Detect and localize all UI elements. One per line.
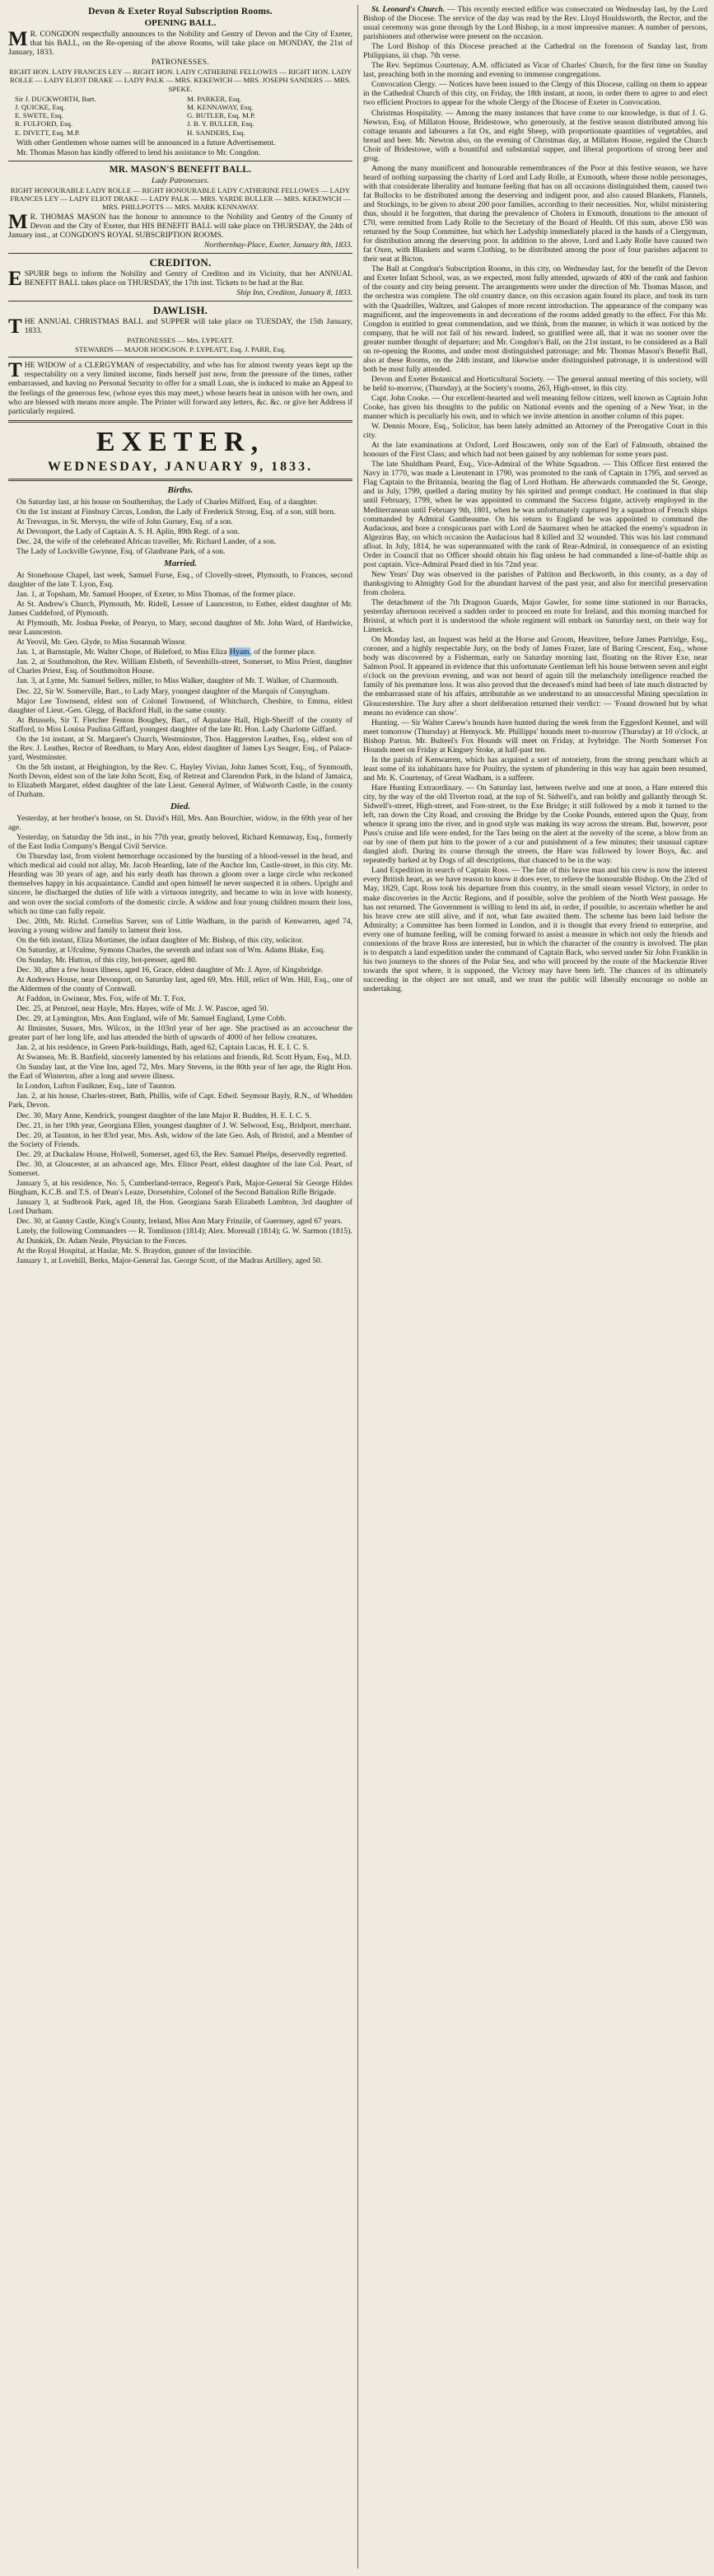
steward-name: E. DIVETT, Esq. M.P. [15, 128, 81, 137]
steward-name: Sir J. DUCKWORTH, Bart. [15, 94, 96, 103]
list-item: On Saturday last, at his house on Southernhay, the Lady of Charles Milford, Esq. of a daughter. [16, 497, 318, 507]
advert-place: CREDITON. [149, 255, 212, 269]
stewards-list [15, 95, 346, 137]
list-item-highlighted: Jan. 1, at Barnstaple, Mr. Walter Chope, of Bideford, to Miss Eliza Hyam, of the former place. [16, 648, 316, 657]
list-item: January 3, at Sudbrook Park, aged 18, the Hon. Georgiana Sarah Elizabeth Lambton, 3rd daughter of Lord Durham. [8, 1197, 352, 1216]
patronesses-list: RIGHT HON. LADY FRANCES LEY — RIGHT HON. LADY CATHERINE FELLOWES — RIGHT HON. LADY ROLLE — LADY ELIOT DRAKE — LADY PALK — MRS. KEKEWICH — MRS. JOSEPH SANDERS — MRS. SPEKE. [8, 68, 352, 93]
advert-body: M R. CONGDON respectfully announces to the Nobility and Gentry of Devon and the City of Exeter, that his BALL, on the Re-opening of the above Rooms, will take place on MONDAY, the 21st of January, 1833. [8, 28, 352, 58]
drop-cap: M [8, 28, 28, 50]
list-item: In London, Lufton Faulkner, Esq., late of Taunton. [16, 1082, 176, 1092]
steward-name: J. B. Y. BULLER, Esq. [187, 119, 254, 129]
advert-title: MR. MASON'S BENEFIT BALL. [109, 164, 252, 175]
list-item: Dec. 20th, Mr. Richd. Cornelius Sarver, son of Little Wadham, in the parish of Kenwarren, aged 74, leaving a young widow and family to lament their loss. [8, 916, 352, 935]
news-item: The Ball at Congdon's Subscription Rooms, in this city, on Wednesday last, for the benefit of the Devon and Exeter Infant School, was, as we expected, most fully attended, upwards of 400 of the rank and fashion of the county and city being present. The arrangements were under the direction of Mr. Thomas Mason, and the orchestra was complete. The old country dance, on this occasion again found its place, and took its turn with the Quadrilles, Waltzes, and Galopes of more recent introduction. The appearance of the company was magnificent, and the improvements in and decorations of the rooms added greatly to the effect. For this Mr. Congdon is entitled to great commendation, and we think, from the manner, in which it was noticed by the company, that he will not fail of his reward. Indeed, so gratified were all, that it was no sooner over the greater number thought of departure; and Mr. Congdon's Ball, on the 21st instant, to be considered as a Ball on re-opening the Rooms, and under most distinguished patronage; and Mr. Thomas Mason's Benefit Ball, also at these Rooms, on the 24th instant, and likewise under distinguished patronage, it is understood will both be most fully attended. [363, 264, 707, 374]
list-item: Dec. 22, Sir W. Somerville, Bart., to Lady Mary, youngest daughter of the Marquis of Conyngham. [16, 686, 330, 696]
divider [8, 253, 352, 254]
list-item: On Sunday, Mr. Hutton, of this city, hot-presser, aged 80. [16, 955, 198, 965]
news-item: St. Leonard's Church. — This recently erected edifice was consecrated on Wednesday last, by the Lord Bishop of the Diocese. The service of the day was read by the Rev. Lloyd Houldsworth, the Rector, and the usual ceremony was gone through by the Lord Bishop, in a most impressive manner. A number of persons, parishioners and otherwise were present on the occasion. [363, 5, 707, 42]
advert-place: DAWLISH. [152, 303, 208, 316]
list-item: Yesterday, at her brother's house, on St. David's Hill, Mrs. Ann Bourchier, widow, in the 69th year of her age. [8, 814, 352, 833]
married-list [8, 571, 352, 799]
advert-title: Devon & Exeter Royal Subscription Rooms. [88, 7, 273, 16]
list-item: Lately, the following Commanders — R. Tomlinson (1814); Alex. Moresall (1814); G. W. Sarmon (1815). [16, 1227, 352, 1237]
news-item: At the late examinations at Oxford, Lord Boscawen, only son of the Earl of Falmouth, obtained the honours of the First Class; and which had not been gained by any nobleman for some years past. [363, 441, 707, 460]
list-item: January 5, at his residence, No. 5, Cumberland-terrace, Regent's Park, Major-General Sir George Hildes Bingham, K.C.B. and T.S. of Dean's Leaze, Dorsetshire, Colonel of the Second Battalion Rifle Brigade. [8, 1178, 352, 1197]
list-item: At Plymouth, Mr. Joshua Peeke, of Penryn, to Mary, second daughter of Mr. John Ward, of Hardwicke, near Launceston. [8, 619, 352, 638]
list-item: At Trevorgus, in St. Mervyn, the wife of John Gurney, Esq. of a son. [16, 517, 233, 526]
steward-name: R. FULFORD, Esq. [15, 119, 73, 129]
advert-body: THE WIDOW of a CLERGYMAN of respectability, and who has for almost twenty years kept up the respectability on a very limited income, finds herself just now, from the pressure of the times, rather embarrassed, and having no Personal Security to offer for a small Loan, she is induced to make an Appeal to the feelings of the generous few, (whose eyes this may meet,) whose hearts beat in unison with her own, and who are blessed with means more ample. The Printer will forward any letters, &c. &c. or give her Address if particularly required. [8, 359, 352, 416]
list-item: At Brussels, Sir T. Fletcher Fenton Boughey, Bart., of Aqualate Hall, High-Sheriff of the county of Stafford, to Miss Louisa Paulina Giffard, youngest daughter of the late Rt. Hon. Lady Charlotte Giffard. [8, 715, 352, 734]
drop-cap: T [8, 359, 22, 382]
list-item: Yesterday, on Saturday the 5th inst., in his 77th year, greatly beloved, Richard Kennaway, Esq., formerly of the East India Company's Bengal Civil Service. [8, 833, 352, 852]
steward-name: M. KENNAWAY, Esq. [187, 103, 254, 111]
list-item: On Saturday, at Ufculme, Symons Charles, the seventh and infant son of Wm. Adams Blake, Esq. [16, 945, 325, 955]
list-item: At Yeovil, Mr. Geo. Glyde, to Miss Susannah Winsor. [16, 638, 187, 648]
news-item: Convocation Clergy. — Notices have been issued to the Clergy of this Diocese, calling on them to appear in the Cathedral Church of this city, on Friday, the 18th instant, at noon, in order there to agree to and elect two efficient Proctors to appear for the whole Clergy of the Diocese of Exeter in Convocation. [363, 80, 707, 108]
list-item: Dec. 30, at Ganny Castle, King's County, Ireland, Miss Ann Mary Frinzile, of Guernsey, aged 67 years. [16, 1217, 343, 1227]
news-item: Hare Hunting Extraordinary. — On Saturday last, between twelve and one at noon, a Hare entered this city, by the way of the old Tiverton road, at the top of St. Sidwell's, and ran boldly and gallantly through St. Sidwell's-street, High-street, and Fore-street, to the Exe Bridge; it still followed by a mob it turned to the left, ran down the City Road, and crossing the Bridge by the Cooke Pounds, entered upon the Quay, from whence it sprang into the river, and in good style was making its way across the stream. But, however, poor Puss's cruise and life were ended, for the Tars being on the alert at the novelty of the scene, a blow from an oar by one of them put him to the power of a cur and punishment of a few minutes; their unusual capture dangled aloft. During its course through the streets, the Hare was followed by lower Boys, &c. and repeatedly barked at by Dogs of all descriptions, that chanced to be in the way. [363, 783, 707, 866]
list-item: On Thursday last, from violent hemorrhage occasioned by the bursting of a blood-vessel in the head, and which medical aid could not allay, Mr. Jacob Hearding, late of the Anchor Inn, Castle-street, in this city. Mr. Hearding was 30 years of age, and his early death has thrown a gloom over a large circle who reckoned themselves happy in his acquaintance. Candid and open himself he never suspected it in others. Upright and sincere, he discharged the duties of life with a virtuous integrity, and became to win in love with honesty, and won over the social comforts of the domestic circle. A widow and four young children mourn their loss, which no time can fully repair. [8, 852, 352, 916]
advert-subtitle: OPENING BALL. [144, 18, 217, 28]
news-item: The Rev. Septimus Courtenay, A.M. officiated as Vicar of Charles' Church, for the first time on Sunday last, preaching both in the morning and evening to immense congregations. [363, 61, 707, 80]
column-divider [357, 5, 358, 2569]
advert-body: ESPURR begs to inform the Nobility and Gentry of Crediton and its Vicinity, that her ANNUAL BENEFIT BALL takes place on THURSDAY, the 17th inst. Tickets to be had at the Bar. [8, 267, 352, 290]
stewards-list: STEWARDS — MAJOR HODGSON. P. LYPEATT, Esq. J. PARR, Esq. [75, 345, 286, 354]
news-item: The detachment of the 7th Dragoon Guards, Major Gawler, for some time stationed in our Barracks, yesterday afternoon received a sudden order to proceed en route for Ireland, and this morning marched for Bristol, at which port it is understood the whole regiment will embark on Saturday next, on their way for Limerick. [363, 598, 707, 635]
list-item: Jan. 2, at his house, Charles-street, Bath, Phillis, wife of Capt. Edwd. Seymour Bayly, R.N., of Whedden Park, Devon. [8, 1092, 352, 1110]
steward-name: J. QUICKE, Esq. [15, 103, 65, 111]
advert-dawlish [8, 305, 352, 354]
news-item: New Years' Day was observed in the parishes of Paltiton and Beckworth, in this county, as a day of thanksgiving to Almighty God for the abundant harvest of the past year, and also for merciful preservation from cholera. [363, 569, 707, 597]
advert-note: With other Gentlemen whose names will be announced in a future Advertisement. [16, 138, 276, 147]
births-list [8, 498, 352, 556]
advert-note: Mr. Thomas Mason has kindly offered to lend his assistance to Mr. Congdon. [16, 147, 261, 157]
news-item: Christmas Hospitality. — Among the many instances that have come to our knowledge, is that of J. G. Newton, Esq. of Millaton House, Bridestowe, who generously, at the festive season distributed among his cottage tenants and labourers a fat Ox, and eight Sheep, with proportionate quantities of vegetables, and bread and beer. Mr. Newton also, on the evening of Christmas day, at Millaton House, regaled the Church Choir of Bridestowe, with a bountiful and substantial supper, and liberal proportions of strong beer and grog. [363, 108, 707, 163]
steward-name: H. SANDERS, Esq. [187, 128, 245, 137]
news-item: Hunting. — Sir Walter Carew's hounds have hunted during the week from the Eggesford Kennel, and will meet tomorrow (Thursday) at Hemyock. Mr. Phillipps' hounds meet to-morrow (Thursday) at 10 o'clock, at Bishop Parton. Mr. Bulteel's Fox Hounds will meet on Friday, at Ivybridge. The North Somerset Fox Hounds meet on Friday at Kingsey Stoke, at half-past ten. [363, 718, 707, 755]
search-highlight: Hyam [230, 648, 250, 657]
news-item: Among the many munificent and honourable remembrances of the Poor at this festive season, we have heard of nothing surpassing the charity of Lord and Lady Rolle, at Exmouth, where those noble personages, with that considerate liberality and humane feeling that has on all occasions distinguished them, caused two fat Bullocks to be distributed among the deserving and indigent poor, and also caused Blankets, Flannels, and Stockings, to be given to about 200 poor families, according to their necessities. Nor, whilst ministering thus, should it be forgotten, that during the prevalence of Cholera in Exmouth, donations to the amount of £70, were remitted from Lady Rolle to the Secretary of the Board of Health. Of this sum, above £50 was returned by the Soup Committee, but which her Ladyship immediately placed in the hands of a Clergyman, for distribution among the deserving poor. In addition to the above, Lord and Lady Rolle have caused two fat Oxen, with Blankets and warm Clothing, to be distributed among the poor of four parishes adjacent to their seat at Bicton. [363, 163, 707, 264]
list-item: Jan. 3, at Lyme, Mr. Samuel Sellers, miller, to Miss Walker, daughter of Mr. T. Walker, of Charmouth. [16, 676, 338, 686]
news-item: Capt. John Cooke. — Our excellent-hearted and well meaning fellow citizen, well known as Captain John Cooke, has given his thoughts to the public on National events and the opening of a New Year, in the manner which is peculiarly his own, and to which we invite attention in another column of this paper. [363, 393, 707, 422]
news-item: The Lord Bishop of this Diocese preached at the Cathedral on the forenoon of Sunday last, from Philippians, iii chap. 7th verse. [363, 42, 707, 61]
list-item: At St. Andrew's Church, Plymouth, Mr. Ridell, Lessee of Launceston, to Esther, eldest daughter of Mr. James Cuddeford, of Plymouth. [8, 600, 352, 619]
list-item: January 1, at Lovehill, Berks, Major-General Jas. George Scott, of the Madras Artillery, aged 50. [16, 1256, 323, 1266]
died-heading: Died. [170, 802, 191, 812]
list-item: Dec. 29, at Duckalaw House, Holwell, Somerset, aged 63, the Rev. Samuel Phelps, deservedly regretted. [16, 1149, 348, 1159]
list-item: Dec. 20, at Taunton, in her 83rd year, Mrs. Ash, widow of the late Geo. Ash, of Bristol, and a Member of the Society of Friends. [8, 1130, 352, 1149]
list-item: At Dunkirk, Dr. Adam Neale, Physician to the Forces. [16, 1237, 188, 1246]
list-item: On Sunday last, at the Vine Inn, aged 72, Mrs. Mary Stevens, in the 80th year of her age, the Right Hon. the Earl of Winterton, after a long and severe illness. [8, 1063, 352, 1082]
list-item: At Ilminster, Sussex, Mrs. Wilcox, in the 103rd year of her age. She practised as an accoucheur the greater part of her long life, and has attended the birth of upwards of 4000 of her fellow creatures. [8, 1024, 352, 1043]
steward-name: M. PARKER, Esq. [187, 94, 241, 103]
news-item: The late Shuldham Peard, Esq., Vice-Admiral of the White Squadron. — This Officer first entered the Navy in 1770, was made a Lieutenant in 1790, was promoted to the rank of Captain in 1795, and served as Flag Captain to the Britannia, bearing the flag of Lord Hotham. He afterwards commanded the St. George, and in July, 1799, quelled a daring mutiny by his spirited and prompt conduct. He continued in that ship until February, 1799, when he was appointed to command the Success frigate, actively employed in the Mediterranean until February 9th, 1801, when he was unfortunately captured by a squadron of French ships commanded by Admiral Gantheaume. On his return to England he was appointed to command the Audacious, and bore a conspicuous part with Lord de Saumarez when he attacked the enemy's squadron in Algeziras Bay, on which occasion the Audacious had 8 killed and 32 wounded. This was his last command afloat. In July, 1814, he was superannuated with the rank of Rear-Admiral, in consequence of an existing Order in Council that no Officer should obtain his flag unless he had commanded a line-of-battle ship as post captain. Vice-Admiral Peard died in his 72nd year. [363, 460, 707, 569]
list-item: At Swansea, Mr. B. Banfield, sincerely lamented by his relations and friends, Rd. Scott Hyam, Esq., M.D. [16, 1053, 352, 1063]
births-heading: Births. [167, 484, 194, 495]
divider [8, 420, 352, 423]
left-column [8, 5, 352, 2569]
list-item: At Faddon, in Gwinear, Mrs. Fox, wife of Mr. T. Fox. [16, 993, 186, 1003]
divider [8, 479, 352, 481]
right-column [363, 5, 707, 2569]
list-item: Dec. 29, at Lymington, Mrs. Ann England, wife of Mr. Samuel England, Lyme Cobb. [16, 1014, 287, 1024]
list-item: Dec. 30, at Gloucester, at an advanced age, Mrs. Elinor Peart, eldest daughter of the late Col. Peart, of Somerset. [8, 1159, 352, 1178]
list-item: At Andrews House, near Devonport, on Saturday last, aged 69, Mrs. Hill, relict of Wm. Hill, Esq., one of the Aldermen of the county of Cornwall. [8, 975, 352, 993]
patronesses-list: PATRONESSES — Mrs. LYPEATT. [127, 335, 234, 344]
advert-body: M R. THOMAS MASON has the honour to announce to the Nobility and Gentry of the County of Devon and the City of Exeter, that HIS BENEFIT BALL will take place on THURSDAY, the 24th of January inst., at CONGDON'S ROYAL SUBSCRIPTION ROOMS. [8, 210, 352, 240]
advert-body: THE ANNUAL CHRISTMAS BALL and SUPPER will take place on TUESDAY, the 15th January, 1833. [8, 315, 352, 338]
advert-mason-benefit-ball [8, 165, 352, 250]
steward-name: G. BUTLER, Esq. M.P. [187, 111, 256, 120]
steward-name: E. SWETE, Esq. [15, 111, 63, 120]
list-item: Dec. 21, in her 19th year, Georgiana Ellen, youngest daughter of J. W. Selwood, Esq., Bridport, merchant. [16, 1120, 352, 1130]
list-item: Dec. 24, the wife of the celebrated African traveller, Mr. Richard Lander, of a son. [16, 536, 277, 546]
drop-cap: E [8, 267, 22, 290]
advert-signature: Northernhay-Place, Exeter, January 8th, 1833. [203, 240, 352, 250]
married-heading: Married. [163, 558, 198, 568]
drop-cap: M [8, 210, 28, 233]
dateline: WEDNESDAY, JANUARY 9, 1833. [47, 459, 314, 474]
drop-cap: T [8, 315, 22, 338]
list-item: At Stonehouse Chapel, last week, Samuel Furse, Esq., of Clovelly-street, Plymouth, to Frances, second daughter of the late T. Lyon, Esq. [8, 570, 352, 589]
patronesses-label: PATRONESSES. [151, 58, 210, 68]
list-item: On the 1st instant at Finsbury Circus, London, the Lady of Frederick Strong, Esq. of a son, still born. [16, 507, 336, 517]
news-item: Devon and Exeter Botanical and Horticultural Society. — The general annual meeting of this society, will be held to-morrow, (Thursday), at the Society's rooms, 263, High-street, in this city. [363, 374, 707, 393]
news-item: On Monday last, an Inquest was held at the Horse and Groom, Heavitree, before James Partridge, Esq., coroner, and a highly respectable Jury, on the body of James Frazer, late of Baring Crescent, Esq., whose body was discovered by a Fisherman, early on Saturday morning last, floating on the River Exe, near Salmon Pool. It appeared in evidence that this unfortunate Gentleman left his house between seven and eight o'clock on the previous evening, and was not heard of again till the melancholy intelligence reached the family of his premature loss. It was also proved that the deceased's mind had been of late much distracted by the embarrassed state of his affairs, attributable as we understand to an unsuccessful Mining speculation in Gloucestershire. The Jury after a short deliberation returned their verdict: — 'Found drowned but by what means no evidence can show'. [363, 635, 707, 718]
news-item: Land Expedition in search of Captain Ross. — The fate of this brave man and his crew is now the interest every British heart, as we have reason to know it does ever, to relieve the honourable Bishop. On the 23rd of May, 1829, Capt. Ross took his departure from this country, in the small steam vessel Victory, in order to make discoveries in the Arctic Regions, and if possible, solve the problem of the North West passage. He has not returned. The Government is willing to lend its aid, in order, if possible, to ascertain whether he and his brave crew are still alive, and if not, what fate awaited them. The scheme has been laid before the Admiralty; a Committee has been formed in London, and it is thought that every friend to enterprise, and every one of humane feeling, will be coming forward to assist a measure in which not only the friends and connexions of the brave Ross are interested, but in which the character of the country is involved. The plan is to despatch a land expedition under the command of Captain Back, who served under Sir John Franklin in his two journeys to the shores of the Polar Sea, and who will proceed by the route of the Mackenzie River towards the spot where, it is supposed, the Victory may have been left. The chances of its ultimately succeeding in the object are not small, and we trust the public will liberally encourage so noble an undertaking. [363, 866, 707, 993]
divider [8, 301, 352, 302]
list-item: At Devonport, the Lady of Captain A. S. H. Aplin, 89th Regt. of a son. [16, 526, 240, 536]
patronesses-label: Lady Patronesses. [152, 175, 209, 185]
advert-opening-ball [8, 7, 352, 157]
list-item: Dec. 25, at Penzoel, near Hayle, Mrs. Hayes, wife of Mr. J. W. Pascoe, aged 50. [16, 1004, 268, 1014]
news-item: In the parish of Kenwarren, which has acquired a sort of notoriety, from the strong penchant which at least some of its inhabitants have for Poultry, the system of plundering in this way has again been resumed, and Mr. K. Courtenay, of Great Wadham, is a sufferer. [363, 755, 707, 783]
advert-widow-appeal [8, 361, 352, 415]
advert-crediton [8, 257, 352, 297]
list-item: On the 5th instant, at Heighington, by the Rev. C. Hayley Vivian, John James Scott, Esq., of Synmouth, North Devon, eldest son of the late John Scott, Esq. of Retreat and Clarendon Park, in the Island of Jamaica, to Elizabeth Margaret, eldest daughter of the late Lieut. General Aylmer, of Walworth Castle, in the county of Durham. [8, 762, 352, 800]
masthead: EXETER, [96, 426, 265, 457]
news-item: W. Dennis Moore, Esq., Solicitor, has been lately admitted an Attorney of the Prerogative Court in this city. [363, 422, 707, 441]
died-list [8, 814, 352, 1265]
list-item: Jan. 2, at Southmolton, the Rev. William Elsbeth, of Sevenhills-street, Somerset, to Miss Priest, daughter of Charles Priest, Esq. of Southmolton House. [8, 657, 352, 676]
list-item: Jan. 2, at his residence, in Green Park-buildings, Bath, aged 62, Captain Lucas, H. E. I. C. S. [16, 1043, 310, 1053]
patronesses-list: RIGHT HONOURABLE LADY ROLLE — RIGHT HONOURABLE LADY CATHERINE FELLOWES — LADY FRANCES LEY — LADY ELIOT DRAKE — LADY PALK — MRS. YARDE BULLER — MRS. KEKEWICH — MRS. PHILLPOTTS — MRS. MARK KENNAWAY. [10, 185, 351, 212]
list-item: Jan. 1, at Topsham, Mr. Samuel Hooper, of Exeter, to Miss Thomas, of the former place. [16, 590, 296, 600]
list-item: On the 6th instant, Eliza Mortimer, the infant daughter of Mr. Bishop, of this city, solicitor. [16, 935, 304, 945]
list-item: Dec. 30, after a few hours illness, aged 16, Grace, eldest daughter of Mr. J. Ayre, of Kingsbridge. [16, 965, 324, 975]
list-item: At the Royal Hospital, at Haslar, Mr. S. Braydon, gunner of the Invincible. [16, 1246, 253, 1256]
news-item-label: St. Leonard's Church. [371, 5, 446, 14]
list-item: Major Lee Townsend, eldest son of Colonel Townsend, of Whitchurch, Cheshire, to Emma, eldest daughter of Lieut.-Gen. Glegg, of Backford Hall, in the same county. [8, 696, 352, 715]
list-item: On the 1st instant, at St. Margaret's Church, Westminster, Thos. Haggerston Leathes, Esq., eldest son of the Rev. J. Leathes, Rector of Reedham, to Mary Ann, eldest daughter of James Lys Seager, Esq., of Palace-yard, Westminster. [8, 734, 352, 762]
list-item: Dec. 30, Mary Anne, Kendrick, youngest daughter of the late Major R. Budden, H. E. I. C. S. [16, 1110, 312, 1120]
divider [8, 357, 352, 358]
list-item: The Lady of Lockville Gwynne, Esq. of Glanbrane Park, of a son. [16, 546, 226, 556]
advert-signature: Ship Inn, Crediton, January 8, 1833. [236, 288, 352, 297]
